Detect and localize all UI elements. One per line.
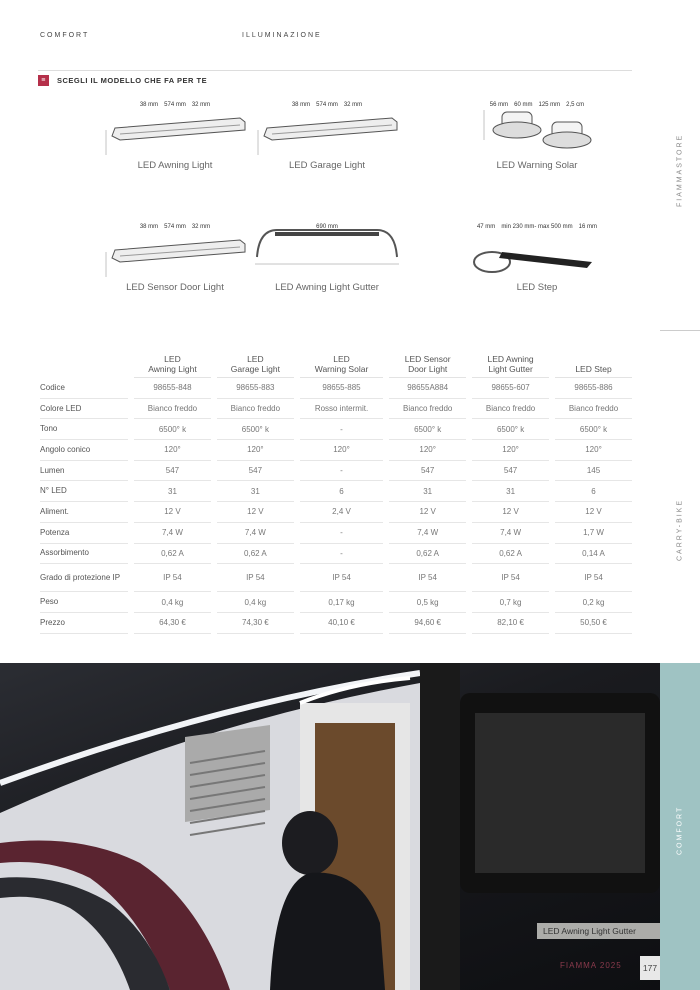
table-cell: 6500° k <box>472 419 549 440</box>
table-cell: 94,60 € <box>389 613 466 634</box>
table-cell: 0,7 kg <box>472 592 549 613</box>
table-cell: 547 <box>217 461 294 482</box>
side-tab-fiammastore[interactable]: FIAMMASTORE <box>676 133 684 207</box>
column-header <box>300 348 383 378</box>
table-cell: 7,4 W <box>389 523 466 544</box>
column-header-line: Door Light <box>408 363 448 374</box>
dimension-label: 2,5 cm <box>566 102 585 108</box>
table-cell: Rosso intermit. <box>300 399 383 420</box>
spec-table <box>34 348 638 634</box>
product-item <box>237 222 417 293</box>
table-cell: 31 <box>472 481 549 502</box>
table-row <box>40 613 632 634</box>
dimension-label: 574 mm <box>164 224 186 230</box>
dimension-label: 38 mm <box>291 102 311 108</box>
product-photo <box>0 663 660 990</box>
dimension-label: 60 mm <box>514 102 533 108</box>
table-row <box>40 461 632 482</box>
table-cell: 50,50 € <box>555 613 632 634</box>
table-cell: IP 54 <box>300 564 383 592</box>
table-cell: 0,62 A <box>217 544 294 565</box>
table-row <box>40 592 632 613</box>
dimension-label: 32 mm <box>191 224 211 230</box>
column-header-line: Garage Light <box>230 363 280 374</box>
table-cell: - <box>300 461 383 482</box>
table-cell: 0,5 kg <box>389 592 466 613</box>
footer-brand: FIAMMA 2025 <box>560 961 622 970</box>
table-cell: 12 V <box>389 502 466 523</box>
table-cell: 547 <box>472 461 549 482</box>
side-tab-comfort[interactable]: COMFORT <box>676 805 684 855</box>
row-label: Colore LED <box>40 399 128 420</box>
corner-cell <box>40 348 128 378</box>
dimension-label: 38 mm <box>139 224 159 230</box>
table-cell: 6 <box>300 481 383 502</box>
row-label: Grado di protezione IP <box>40 564 128 592</box>
row-label: Assorbimento <box>40 544 128 565</box>
column-header <box>134 348 211 378</box>
table-cell: Bianco freddo <box>472 399 549 420</box>
header-topic: ILLUMINAZIONE <box>242 32 322 39</box>
page-number: 177 <box>640 956 660 980</box>
row-label: Peso <box>40 592 128 613</box>
table-cell: IP 54 <box>555 564 632 592</box>
dimension-label: 16 mm <box>578 224 598 230</box>
table-row <box>40 399 632 420</box>
table-cell: 0,62 A <box>134 544 211 565</box>
column-header-line: LED Step <box>575 363 612 374</box>
table-cell: - <box>300 544 383 565</box>
product-item <box>447 222 627 293</box>
column-header <box>217 348 294 378</box>
column-header <box>555 348 632 378</box>
table-cell: IP 54 <box>472 564 549 592</box>
table-cell: 120° <box>472 440 549 461</box>
table-cell: IP 54 <box>217 564 294 592</box>
table-cell: 12 V <box>472 502 549 523</box>
column-header-line: Awning Light <box>148 363 197 374</box>
table-cell: 98655-607 <box>472 378 549 399</box>
table-cell: 31 <box>389 481 466 502</box>
product-name: LED Garage Light <box>288 160 366 171</box>
column-header-line: Warning Solar <box>314 363 369 374</box>
table-cell: Bianco freddo <box>555 399 632 420</box>
table-cell: 0,62 A <box>389 544 466 565</box>
row-label: Potenza <box>40 523 128 544</box>
dimension-label: 38 mm <box>139 102 159 108</box>
table-cell: - <box>300 419 383 440</box>
product-item <box>237 100 417 171</box>
row-label: Angolo conico <box>40 440 128 461</box>
table-cell: 6500° k <box>217 419 294 440</box>
table-cell: 40,10 € <box>300 613 383 634</box>
table-cell: 145 <box>555 461 632 482</box>
table-cell: 547 <box>134 461 211 482</box>
column-header-line: LED <box>164 354 181 365</box>
column-header <box>389 348 466 378</box>
row-label: Codice <box>40 378 128 399</box>
table-cell: 12 V <box>555 502 632 523</box>
table-cell: 12 V <box>217 502 294 523</box>
table-cell: 0,2 kg <box>555 592 632 613</box>
table-cell: 2,4 V <box>300 502 383 523</box>
dimension-label: 56 mm <box>489 102 509 108</box>
table-cell: 1,7 W <box>555 523 632 544</box>
dimension-label: min 230 mm- max 500 mm <box>501 224 573 230</box>
dimension-label: 574 mm <box>164 102 186 108</box>
table-cell: 547 <box>389 461 466 482</box>
column-header-line: LED Sensor <box>404 354 451 365</box>
table-cell: 6 <box>555 481 632 502</box>
table-cell: 31 <box>217 481 294 502</box>
table-cell: 98655-885 <box>300 378 383 399</box>
table-row <box>40 440 632 461</box>
table-cell: 31 <box>134 481 211 502</box>
dimension-label: 574 mm <box>316 102 338 108</box>
table-cell: IP 54 <box>134 564 211 592</box>
table-row <box>40 564 632 592</box>
table-row <box>40 378 632 399</box>
divider <box>38 70 632 71</box>
column-header-line: Light Gutter <box>488 363 533 374</box>
table-cell: 0,62 A <box>472 544 549 565</box>
table-cell: 7,4 W <box>217 523 294 544</box>
dimension-labels <box>447 224 627 276</box>
table-row <box>40 544 632 565</box>
product-name: LED Step <box>516 282 558 293</box>
table-cell: 120° <box>555 440 632 461</box>
dimension-label: 690 mm <box>316 224 338 230</box>
list-icon: ≡ <box>38 75 49 86</box>
table-cell: 6500° k <box>389 419 466 440</box>
photo-caption: LED Awning Light Gutter <box>537 923 660 939</box>
row-label: Aliment. <box>40 502 128 523</box>
table-cell: - <box>300 523 383 544</box>
section-heading <box>38 75 207 86</box>
table-cell: 64,30 € <box>134 613 211 634</box>
dimension-labels <box>237 224 417 276</box>
dimension-label: 125 mm <box>538 102 561 108</box>
product-name: LED Warning Solar <box>496 160 578 171</box>
table-cell: 6500° k <box>555 419 632 440</box>
table-cell: 7,4 W <box>134 523 211 544</box>
table-cell: 98655-886 <box>555 378 632 399</box>
product-name: LED Awning Light <box>137 160 213 171</box>
table-cell: 120° <box>389 440 466 461</box>
table-cell: 7,4 W <box>472 523 549 544</box>
table-cell: 0,17 kg <box>300 592 383 613</box>
row-label: Prezzo <box>40 613 128 634</box>
table-cell: 120° <box>217 440 294 461</box>
product-name: LED Awning Light Gutter <box>275 282 379 293</box>
table-cell: 82,10 € <box>472 613 549 634</box>
side-divider <box>660 330 700 331</box>
row-label: Tono <box>40 419 128 440</box>
table-row <box>40 481 632 502</box>
dimension-label: 32 mm <box>191 102 211 108</box>
table-cell: 0,4 kg <box>134 592 211 613</box>
dimension-label: 32 mm <box>343 102 363 108</box>
column-header <box>472 348 549 378</box>
table-cell: 98655-883 <box>217 378 294 399</box>
column-header-line: LED Awning <box>487 354 534 365</box>
table-cell: 12 V <box>134 502 211 523</box>
side-tab-carry-bike[interactable]: CARRY-BIKE <box>676 498 684 562</box>
header-section: COMFORT <box>40 32 90 39</box>
table-cell: 98655-848 <box>134 378 211 399</box>
table-cell: 6500° k <box>134 419 211 440</box>
table-cell: Bianco freddo <box>217 399 294 420</box>
table-cell: 98655A884 <box>389 378 466 399</box>
section-title: SCEGLI IL MODELLO CHE FA PER TE <box>57 76 208 85</box>
table-cell: 74,30 € <box>217 613 294 634</box>
camper-door-image <box>0 663 660 990</box>
product-item <box>447 100 627 171</box>
table-cell: 0,14 A <box>555 544 632 565</box>
product-name: LED Sensor Door Light <box>126 282 224 293</box>
table-cell: 120° <box>300 440 383 461</box>
table-row <box>40 419 632 440</box>
row-label: Lumen <box>40 461 128 482</box>
column-header-line: LED <box>333 354 350 365</box>
row-label: N° LED <box>40 481 128 502</box>
table-row <box>40 523 632 544</box>
column-header-line: LED <box>247 354 264 365</box>
table-cell: Bianco freddo <box>134 399 211 420</box>
table-cell: 0,4 kg <box>217 592 294 613</box>
table-cell: IP 54 <box>389 564 466 592</box>
table-cell: Bianco freddo <box>389 399 466 420</box>
table-cell: 120° <box>134 440 211 461</box>
table-row <box>40 502 632 523</box>
dimension-label: 47 mm <box>476 224 496 230</box>
